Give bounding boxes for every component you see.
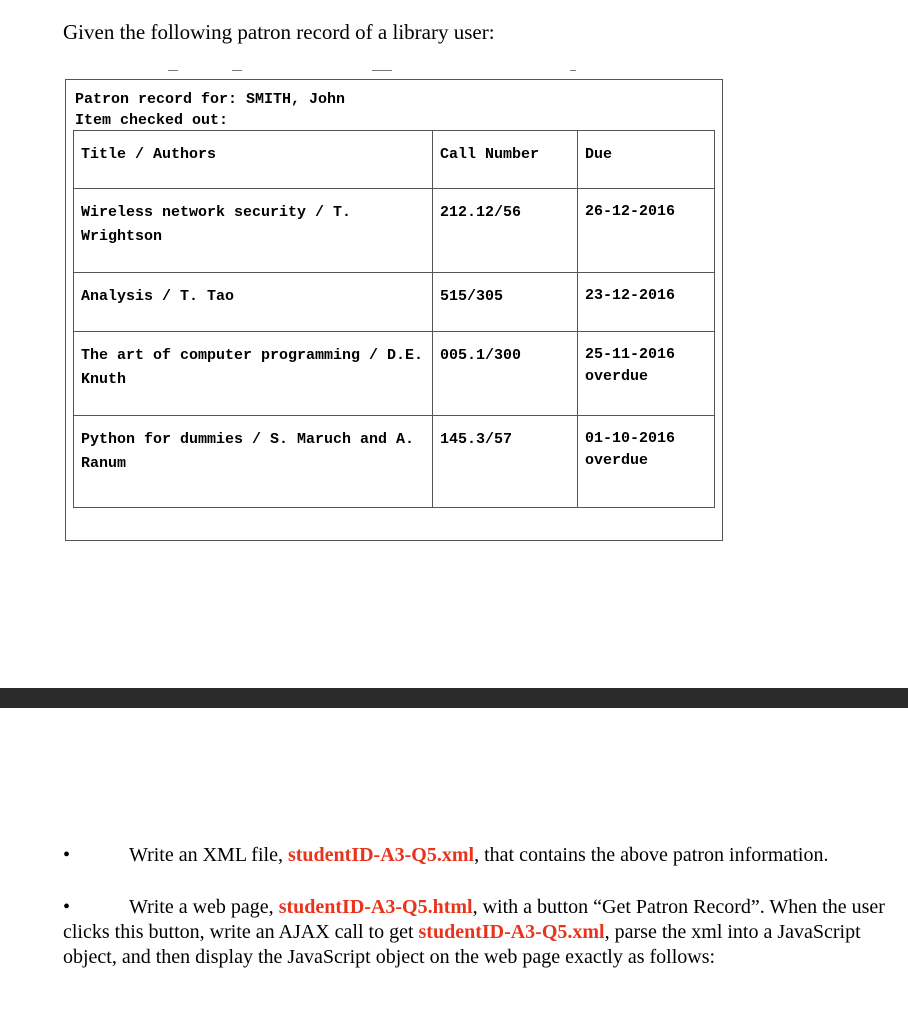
column-header-due: Due xyxy=(578,131,715,189)
item-call-number: 145.3/57 xyxy=(433,416,578,508)
item-due xyxy=(578,332,715,416)
task-text: , with a button “Get Patron Record”. When the user clicks this button, write an AJAX call to get xyxy=(63,896,885,943)
due-date: 01-10-2016 xyxy=(585,430,676,447)
item-title: The art of computer programming / D.E. Knuth xyxy=(74,332,433,416)
task-xml-file xyxy=(63,843,893,868)
due-date: 23-12-2016 xyxy=(585,287,676,304)
decorative-dash xyxy=(570,70,576,71)
due-status: overdue xyxy=(585,452,649,469)
decorative-dash xyxy=(232,70,242,71)
section-divider-bar xyxy=(0,688,908,708)
table-row xyxy=(74,332,715,416)
task-text: Write an XML file, xyxy=(129,844,288,866)
decorative-dash xyxy=(168,70,178,71)
column-header-call-number: Call Number xyxy=(433,131,578,189)
due-date: 25-11-2016 xyxy=(585,346,676,363)
bullet: • xyxy=(63,896,71,918)
xml-filename: studentID-A3-Q5.xml xyxy=(287,844,475,866)
task-text: , that contains the above patron information. xyxy=(474,844,829,866)
table-row xyxy=(74,273,715,332)
patron-label: Patron record for: xyxy=(75,91,238,108)
item-call-number: 212.12/56 xyxy=(433,189,578,273)
table-header-row xyxy=(74,131,715,189)
task-text: , parse the xml into a JavaScript object, and then display the JavaScript object on the web page exactly as follows: xyxy=(63,921,861,968)
item-due xyxy=(578,416,715,508)
due-status: overdue xyxy=(585,368,649,385)
task-text: Write a web page, xyxy=(129,896,279,918)
column-header-title: Title / Authors xyxy=(74,131,433,189)
patron-record-box xyxy=(65,79,723,541)
patron-line xyxy=(75,91,345,108)
xml-filename: studentID-A3-Q5.xml xyxy=(418,921,605,943)
checked-out-label: Item checked out: xyxy=(75,112,229,129)
table-row xyxy=(74,416,715,508)
item-title: Analysis / T. Tao xyxy=(74,273,433,332)
checked-out-table xyxy=(73,130,715,508)
item-title: Wireless network security / T. Wrightson xyxy=(74,189,433,273)
bullet: • xyxy=(63,844,71,866)
due-date: 26-12-2016 xyxy=(585,203,676,220)
task-web-page xyxy=(63,895,893,970)
table-row xyxy=(74,189,715,273)
item-call-number: 515/305 xyxy=(433,273,578,332)
item-call-number: 005.1/300 xyxy=(433,332,578,416)
patron-name: SMITH, John xyxy=(246,91,346,108)
html-filename: studentID-A3-Q5.html xyxy=(278,896,473,918)
decorative-dash xyxy=(372,70,392,71)
intro-text: Given the following patron record of a library user: xyxy=(63,20,495,44)
item-due xyxy=(578,189,715,273)
item-title: Python for dummies / S. Maruch and A. Ranum xyxy=(74,416,433,508)
item-due xyxy=(578,273,715,332)
